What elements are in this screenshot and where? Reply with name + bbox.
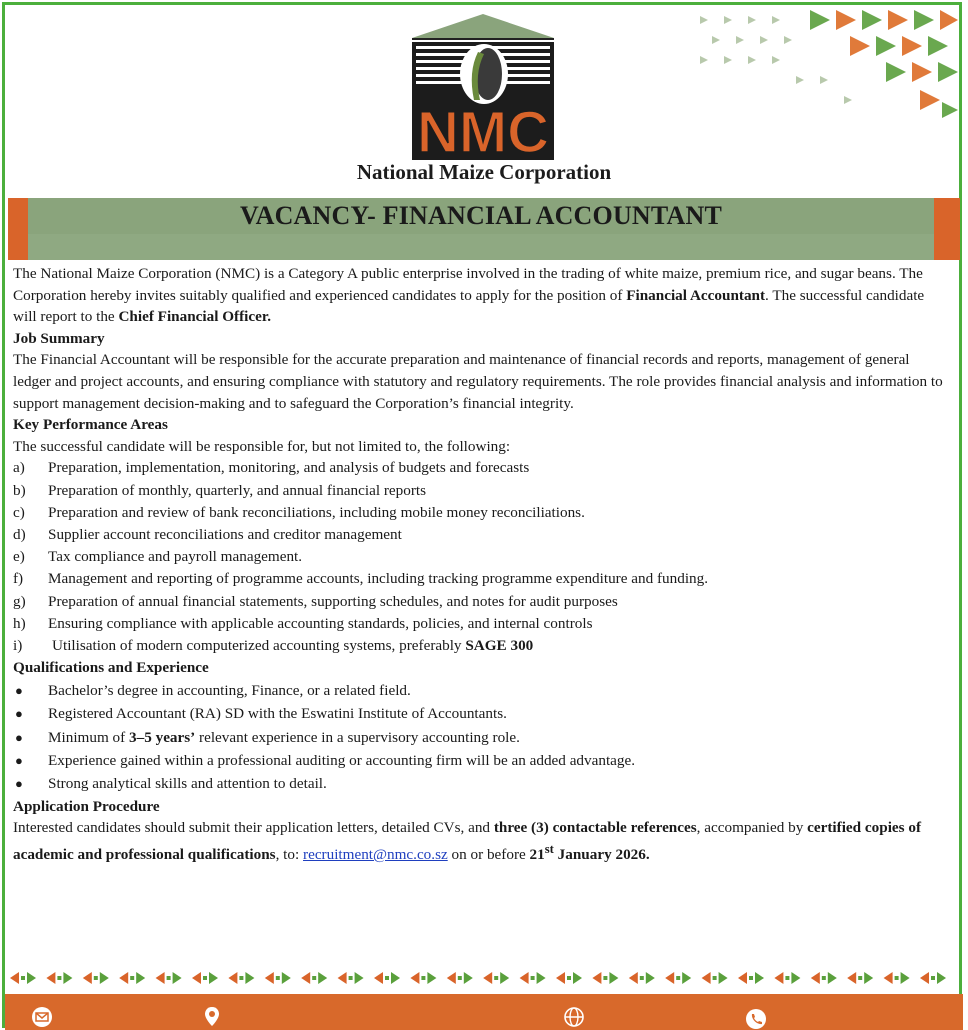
application-text-part: Interested candidates should submit their application letters, detailed CVs, and: [13, 819, 494, 837]
decorative-pattern: [690, 6, 960, 126]
arrow-ornament: [10, 972, 36, 984]
banner-edge-right: [934, 198, 960, 260]
list-marker: e): [13, 548, 25, 566]
arrow-ornament: [265, 972, 291, 984]
organization-name: National Maize Corporation: [356, 160, 612, 184]
arrow-divider: [10, 970, 958, 986]
list-marker: a): [13, 459, 25, 477]
job-summary-text: The Financial Accountant will be responsible for the accurate preparation and maintenance of financial records and reports, management of general ledger and project accounts, and ensuring compliance with statutory and regulatory requirements. The role provides financial analysis and information to support management decision-making and to safeguard the Corporation’s financial integrity.: [13, 351, 943, 412]
list-item-text: Supplier account reconciliations and creditor management: [48, 525, 402, 543]
arrow-ornament: [884, 972, 910, 984]
job-summary-heading: Job Summary: [13, 329, 105, 347]
banner-edge-left: [8, 198, 28, 260]
software-name: SAGE 300: [465, 636, 534, 654]
vacancy-content: [13, 263, 948, 866]
phone-icon[interactable]: [745, 1008, 767, 1030]
list-item-text: Bachelor’s degree in accounting, Finance, or a related field.: [48, 681, 411, 699]
arrow-ornament: [374, 972, 400, 984]
list-marker: f): [13, 570, 24, 588]
svg-text:NMC: NMC: [416, 100, 550, 160]
list-item: [13, 591, 948, 613]
arrow-ornament: [811, 972, 837, 984]
deadline-month-year: January 2026.: [553, 846, 650, 864]
email-link[interactable]: recruitment@nmc.co.sz: [303, 846, 448, 864]
certified-copies-requirement: certified copies of academic and professional qualifications: [13, 819, 922, 864]
list-item: [13, 546, 948, 568]
list-item: [13, 702, 948, 725]
arrow-ornament: [774, 972, 800, 984]
location-icon[interactable]: [201, 1006, 223, 1028]
arrow-ornament: [520, 972, 546, 984]
application-text: [13, 817, 948, 865]
arrow-ornament: [738, 972, 764, 984]
arrow-ornament: [119, 972, 145, 984]
list-item-text: Preparation and review of bank reconciliations, including mobile money reconciliations.: [48, 503, 585, 521]
arrow-ornament: [83, 972, 109, 984]
list-marker: g): [13, 592, 26, 610]
list-item: [13, 726, 948, 749]
bullet-icon: ●: [15, 682, 23, 698]
experience-years: 3–5 years’: [129, 728, 196, 746]
list-item: [13, 749, 948, 772]
arrow-ornament: [592, 972, 618, 984]
list-item: [13, 457, 948, 479]
arrow-ornament: [920, 972, 946, 984]
list-item: [13, 502, 948, 524]
references-requirement: three (3) contactable references: [493, 819, 697, 837]
list-item-text: relevant experience in a supervisory accounting role.: [195, 728, 520, 746]
list-marker: i): [13, 636, 23, 654]
qualifications-heading: Qualifications and Experience: [13, 659, 209, 677]
list-marker: c): [13, 503, 25, 521]
list-item-text: Utilisation of modern computerized accounting systems, preferably: [52, 636, 466, 654]
list-item-text: Ensuring compliance with applicable accounting standards, policies, and internal controls: [48, 614, 593, 632]
arrow-ornament: [556, 972, 582, 984]
arrow-ornament: [338, 972, 364, 984]
bullet-icon: ●: [15, 706, 23, 722]
list-item: [13, 524, 948, 546]
arrow-ornament: [629, 972, 655, 984]
banner-title-strip: [28, 198, 934, 235]
intro-paragraph: [13, 263, 948, 328]
arrow-ornament: [847, 972, 873, 984]
list-item: [13, 568, 948, 590]
list-item: [13, 480, 948, 502]
list-item: [13, 613, 948, 635]
arrow-ornament: [410, 972, 436, 984]
arrow-ornament: [228, 972, 254, 984]
list-marker: b): [13, 481, 26, 499]
arrow-ornament: [483, 972, 509, 984]
list-item-text: Experience gained within a professional auditing or accounting firm will be an added advantage.: [48, 751, 636, 769]
arrow-ornament: [447, 972, 473, 984]
intro-text: The National Maize Corporation (NMC) is a Category A public enterprise involved in the trading of white maize, premium rice, and sugar beans. The Corporation hereby invites suitably qualified and experienced candidates to apply for the position of: [13, 265, 923, 304]
arrow-ornament: [46, 972, 72, 984]
application-heading: Application Procedure: [13, 797, 160, 815]
position-name: Financial Accountant: [626, 286, 766, 304]
list-item-text: Registered Accountant (RA) SD with the Eswatini Institute of Accountants.: [48, 705, 507, 723]
list-item-text: Strong analytical skills and attention to detail.: [48, 775, 327, 793]
vacancy-banner: [8, 198, 960, 260]
list-marker: d): [13, 525, 26, 543]
arrow-ornament: [192, 972, 218, 984]
globe-icon[interactable]: [563, 1006, 585, 1028]
arrow-ornament: [702, 972, 728, 984]
list-marker: h): [13, 614, 26, 632]
application-text-part: , to:: [275, 846, 304, 864]
qualifications-list: [13, 679, 948, 796]
arrow-ornament: [665, 972, 691, 984]
bullet-icon: ●: [15, 752, 23, 768]
application-text-part: on or before: [447, 846, 530, 864]
deadline-day: 21: [529, 846, 545, 864]
deadline-date: [529, 841, 650, 864]
list-item-text: Minimum of: [48, 728, 130, 746]
list-item-text: Management and reporting of programme accounts, including tracking programme expenditure and funding.: [48, 570, 709, 588]
reports-to: Chief Financial Officer.: [118, 308, 272, 326]
arrow-ornament: [301, 972, 327, 984]
list-item-text: Tax compliance and payroll management.: [48, 548, 303, 566]
arrow-ornament: [156, 972, 182, 984]
list-item: [13, 772, 948, 795]
list-item: [13, 679, 948, 702]
list-item-text: Preparation of annual financial statements, supporting schedules, and notes for audit purposes: [48, 592, 618, 610]
banner-lower-strip: [28, 234, 934, 260]
mail-icon[interactable]: [31, 1006, 53, 1028]
kpa-intro: The successful candidate will be responsible for, but not limited to, the following:: [13, 437, 511, 455]
vacancy-title: VACANCY- FINANCIAL ACCOUNTANT: [239, 201, 723, 230]
deadline-day-suffix: st: [544, 841, 554, 856]
list-item: [13, 635, 948, 657]
contact-footer: [5, 994, 963, 1030]
list-item-text: Preparation, implementation, monitoring, and analysis of budgets and forecasts: [48, 459, 530, 477]
intro-text: . The successful candidate will report to the: [13, 286, 925, 326]
list-item-text: Preparation of monthly, quarterly, and annual financial reports: [48, 481, 427, 499]
kpa-heading: Key Performance Areas: [13, 416, 168, 434]
application-text-part: , accompanied by: [696, 819, 808, 837]
bullet-icon: ●: [15, 776, 23, 792]
bullet-icon: ●: [15, 729, 23, 745]
nmc-logo: [408, 12, 558, 160]
kpa-list: [13, 457, 948, 657]
